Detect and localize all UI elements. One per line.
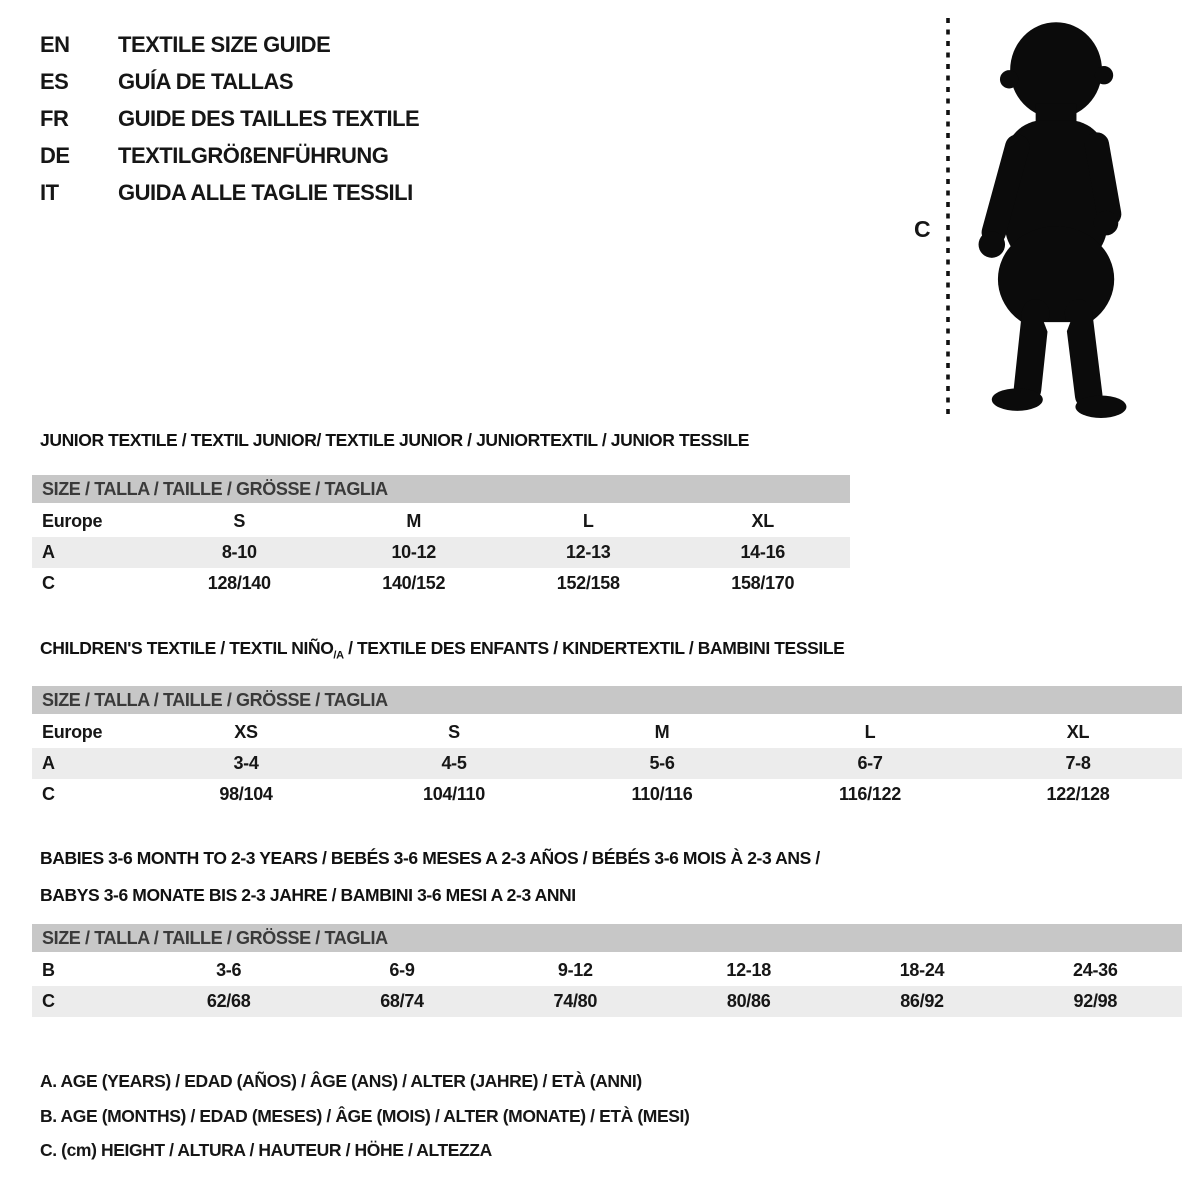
children-heading <box>32 638 1182 662</box>
children-size-header-bar: SIZE / TALLA / TAILLE / GRÖSSE / TAGLIA <box>32 686 1182 714</box>
height-measure-label: C <box>914 216 931 242</box>
size-label-cell: Europe <box>42 511 103 531</box>
size-value-cell: 152/158 <box>556 573 620 593</box>
height-figure <box>900 8 1160 423</box>
size-label-cell: C <box>42 783 55 804</box>
footnote-c: C. (cm) HEIGHT / ALTURA / HAUTEUR / HÖHE / ALTEZZA <box>40 1140 492 1160</box>
size-value-cell: 3-4 <box>233 752 259 773</box>
size-value-cell: 12-18 <box>726 960 771 980</box>
size-value-cell: 24-36 <box>1073 960 1118 980</box>
children-heading-sub: /A <box>333 649 344 662</box>
size-label-cell: B <box>42 960 55 980</box>
footnote-a: A. AGE (YEARS) / EDAD (AÑOS) / ÂGE (ANS) / ALTER (JAHRE) / ETÀ (ANNI) <box>40 1071 642 1091</box>
size-value-cell: L <box>582 511 594 531</box>
table-row <box>32 568 850 599</box>
junior-size-header-bar: SIZE / TALLA / TAILLE / GRÖSSE / TAGLIA <box>32 475 850 503</box>
size-value-cell: 14-16 <box>740 542 786 562</box>
children-heading-pre: CHILDREN'S TEXTILE / TEXTIL NIÑO <box>40 638 334 658</box>
toddler-silhouette-icon <box>962 12 1144 420</box>
size-value-cell: XL <box>751 511 774 531</box>
lang-row-en <box>40 26 419 63</box>
section-babies-textile <box>32 840 1182 1017</box>
footnote-b: B. AGE (MONTHS) / EDAD (MESES) / ÂGE (MOIS) / ALTER (MONATE) / ETÀ (MESI) <box>40 1105 690 1126</box>
size-value-cell: L <box>864 721 876 742</box>
size-value-cell: 7-8 <box>1065 752 1091 773</box>
lang-title: TEXTILGRÖßENFÜHRUNG <box>118 143 389 168</box>
footnotes <box>40 1064 689 1168</box>
size-value-cell: 128/140 <box>207 573 271 593</box>
size-label-cell: C <box>42 991 55 1011</box>
size-value-cell: 74/80 <box>553 991 598 1011</box>
table-row <box>32 717 1182 748</box>
table-row <box>32 748 1182 779</box>
size-value-cell: 140/152 <box>382 573 446 593</box>
table-row <box>32 506 850 537</box>
children-heading-post: / TEXTILE DES ENFANTS / KINDERTEXTIL / BAMBINI TESSILE <box>343 638 845 658</box>
lang-code: IT <box>40 180 59 205</box>
size-value-cell: 8-10 <box>221 542 257 562</box>
lang-title: GUIDE DES TAILLES TEXTILE <box>118 106 420 131</box>
size-value-cell: 98/104 <box>219 783 273 804</box>
babies-size-header-bar: SIZE / TALLA / TAILLE / GRÖSSE / TAGLIA <box>32 924 1182 952</box>
lang-code: ES <box>40 69 69 94</box>
size-value-cell: 6-9 <box>389 960 415 980</box>
lang-row-es <box>40 63 419 100</box>
size-label-cell: Europe <box>42 721 103 742</box>
size-value-cell: M <box>406 511 422 531</box>
junior-heading: JUNIOR TEXTILE / TEXTIL JUNIOR/ TEXTILE JUNIOR / JUNIORTEXTIL / JUNIOR TESSILE <box>40 430 750 450</box>
size-value-cell: 3-6 <box>216 960 242 980</box>
table-row <box>32 955 1182 986</box>
size-value-cell: 4-5 <box>441 752 467 773</box>
size-value-cell: 6-7 <box>857 752 883 773</box>
lang-code: FR <box>40 106 69 131</box>
table-row <box>32 779 1182 810</box>
table-row <box>32 986 1182 1017</box>
size-value-cell: S <box>233 511 246 531</box>
size-value-cell: 12-13 <box>565 542 611 562</box>
size-value-cell: 10-12 <box>391 542 437 562</box>
size-label-cell: A <box>42 752 55 773</box>
babies-heading-line1: BABIES 3-6 MONTH TO 2-3 YEARS / BEBÉS 3-6 MESES A 2-3 AÑOS / BÉBÉS 3-6 MOIS À 2-3 ANS / <box>40 848 820 868</box>
size-value-cell: 86/92 <box>900 991 944 1011</box>
size-label-cell: A <box>42 542 55 562</box>
size-value-cell: 5-6 <box>649 752 675 773</box>
language-title-block <box>40 26 419 211</box>
size-value-cell: 158/170 <box>731 573 795 593</box>
size-value-cell: 68/74 <box>380 991 424 1011</box>
size-value-cell: 122/128 <box>1046 783 1110 804</box>
babies-heading-line2: BABYS 3-6 MONATE BIS 2-3 JAHRE / BAMBINI 3-6 MESI A 2-3 ANNI <box>40 885 576 905</box>
size-value-cell: S <box>448 721 460 742</box>
size-value-cell: 110/116 <box>631 783 693 804</box>
lang-title: GUIDA ALLE TAGLIE TESSILI <box>118 180 413 205</box>
section-children-textile <box>32 638 1182 810</box>
lang-title: TEXTILE SIZE GUIDE <box>118 32 331 57</box>
size-value-cell: 116/122 <box>839 783 901 804</box>
size-value-cell: XS <box>234 721 258 742</box>
lang-row-fr <box>40 100 419 137</box>
size-value-cell: 9-12 <box>557 960 593 980</box>
size-value-cell: 62/68 <box>206 991 251 1011</box>
size-label-cell: C <box>42 573 55 593</box>
height-measure-line <box>944 18 952 420</box>
babies-heading <box>32 840 1182 914</box>
lang-code: DE <box>40 143 70 168</box>
lang-row-it <box>40 174 419 211</box>
section-junior-textile <box>32 430 850 599</box>
size-value-cell: M <box>654 721 670 742</box>
size-value-cell: 92/98 <box>1073 991 1118 1011</box>
size-value-cell: 18-24 <box>899 960 945 980</box>
size-value-cell: 80/86 <box>726 991 771 1011</box>
size-value-cell: XL <box>1066 721 1090 742</box>
table-row <box>32 537 850 568</box>
lang-title: GUÍA DE TALLAS <box>118 69 294 94</box>
lang-code: EN <box>40 32 70 57</box>
lang-row-de <box>40 137 419 174</box>
size-value-cell: 104/110 <box>423 783 485 804</box>
